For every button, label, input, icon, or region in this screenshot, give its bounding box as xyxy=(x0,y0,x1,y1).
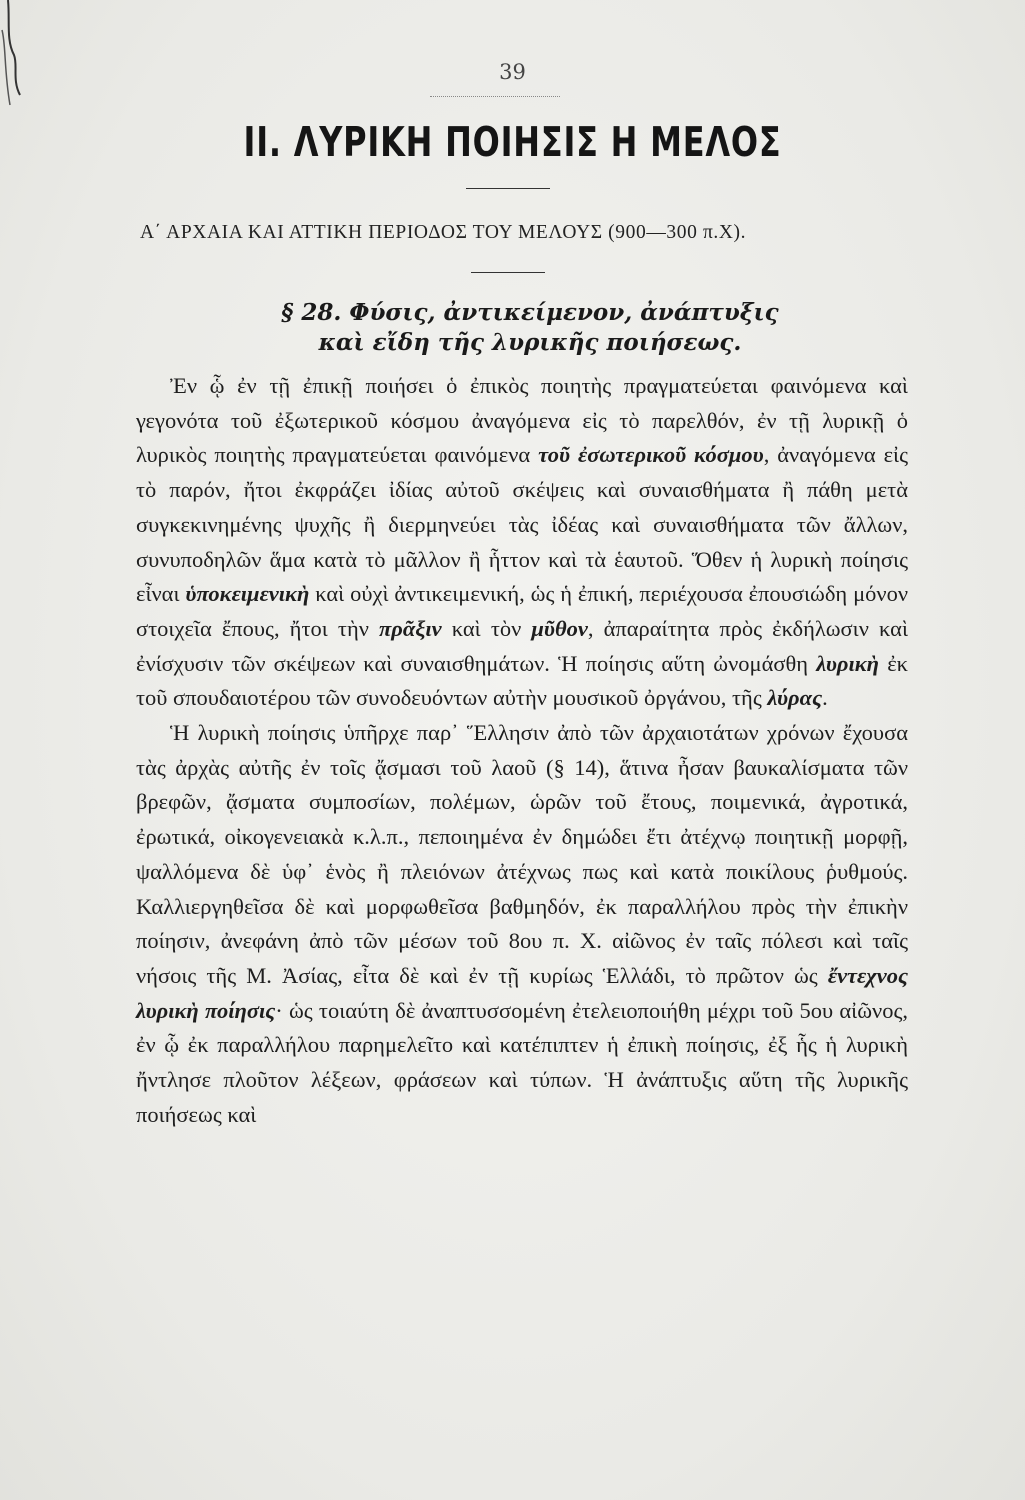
page-edge-mark xyxy=(0,0,28,110)
p1-text-1: Ἐν ᾧ ἐν τῇ ἐπικῇ ποιήσει ὁ ἐπικὸς ποιητὴς πραγματεύεται φαινόμενα καὶ γεγονότα τοῦ ἐξωτερικοῦ κόσμου ἀναγόμενα εἰς τὸ παρελθόν, ἐν τῇ λυρικῇ ὁ λυρικὸς ποιητὴς πραγματεύεται φαινόμενα xyxy=(136,373,908,468)
p2-emphasis-artistic-lyric: ἔντεχνος λυρικὴ ποίησις xyxy=(136,962,908,1023)
paragraph-2 xyxy=(136,716,908,1132)
body-text xyxy=(136,369,908,1132)
section-heading xyxy=(140,298,920,358)
p1-emphasis-lyric: λυρικὴ xyxy=(816,650,880,676)
p1-emphasis-subjective: ὑποκειμενικὴ xyxy=(185,581,310,607)
paragraph-1 xyxy=(136,369,908,716)
p1-emphasis-inner-world: τοῦ ἐσωτερικοῦ κόσμου xyxy=(538,442,764,468)
period-heading: Α΄ ΑΡΧΑΙΑ ΚΑΙ ΑΤΤΙΚΗ ΠΕΡΙΟΔΟΣ ΤΟΥ ΜΕΛΟΥΣ (900—300 π.Χ). xyxy=(140,222,747,243)
p1-emphasis-myth: μῦθον xyxy=(531,615,588,641)
p1-text-6: ἐκ τοῦ σπουδαιοτέρου τῶν συνοδευόντων αὐτὴν μουσικοῦ ὀργάνου, τῆς xyxy=(136,650,908,711)
page-number-rule xyxy=(430,96,560,97)
p2-text-2: · ὡς τοιαύτη δὲ ἀναπτυσσομένη ἐτελειοποιήθη μέχρι τοῦ 5ου αἰῶνος, ἐν ᾧ ἐκ παραλλήλου παρημελεῖτο καὶ κατέπιπτεν ἡ ἐπικὴ ποίησις, ἐξ ἧς ἡ λυρικὴ ἤντλησε πλοῦτον λέξεων, φράσεων καὶ τύπων. Ἡ ἀνάπτυξις αὕτη τῆς λυρικῆς ποιήσεως καὶ xyxy=(136,997,908,1127)
p1-text-2: , ἀναγόμενα εἰς τὸ παρόν, ἤτοι ἐκφράζει ἰδίας αὐτοῦ σκέψεις καὶ συναισθήματα ἢ πάθη μετὰ συγκεκινημένης ψυχῆς ἢ διερμηνεύει τὰς ἰδέας καὶ συναισθήματα τῶν ἄλλων, συνυποδηλῶν ἅμα κατὰ τὸ μᾶλλον ἢ ἧττον καὶ τὰ ἑαυτοῦ. Ὅθεν ἡ λυρικὴ ποίησις εἶναι xyxy=(136,442,909,607)
section-heading-line-1: § 28. Φύσις, ἀντικείμενον, ἀνάπτυξις xyxy=(281,299,779,326)
chapter-title: II. ΛΥΡΙΚΗ ΠΟΙΗΣΙΣ Η ΜΕΛΟΣ xyxy=(243,118,782,166)
p1-emphasis-action: πρᾶξιν xyxy=(378,615,442,641)
page-number: 39 xyxy=(499,60,526,84)
section-heading-line-2: καὶ εἴδη τῆς λυρικῆς ποιήσεως. xyxy=(318,329,742,356)
section-divider xyxy=(471,272,545,273)
title-divider xyxy=(466,188,550,189)
p1-text-5: , ἀπαραίτητα πρὸς ἐκδήλωσιν καὶ ἐνίσχυσιν τῶν σκέψεων καὶ συναισθημάτων. Ἡ ποίησις αὕτη ὠνομάσθη xyxy=(136,615,908,676)
p2-text-1: Ἡ λυρικὴ ποίησις ὑπῆρχε παρ᾽ Ἕλλησιν ἀπὸ τῶν ἀρχαιοτάτων χρόνων ἔχουσα τὰς ἀρχὰς αὐτῆς ἐν τοῖς ᾄσμασι τοῦ λαοῦ (§ 14), ἅτινα ἦσαν βαυκαλίσματα τῶν βρεφῶν, ᾄσματα συμποσίων, πολέμων, ὡρῶν τοῦ ἔτους, ποιμενικά, ἀγροτικά, ἐρωτικά, οἰκογενειακὰ κ.λ.π., πεποιημένα ἐν δημώδει ἔτι ἀτέχνῳ ποιητικῇ μορφῇ, ψαλλόμενα δὲ ὑφ᾽ ἑνὸς ἢ πλειόνων ἀτέχνως πως καὶ κατὰ ποικίλους ῥυθμούς. Καλλιεργηθεῖσα δὲ καὶ μορφωθεῖσα βαθμηδόν, ἐκ παραλλήλου πρὸς τὴν ἐπικὴν ποίησιν, ἀνεφάνη ἀπὸ τῶν μέσων τοῦ 8ου π. Χ. αἰῶνος ἐν ταῖς πόλεσι καὶ ταῖς νήσοις τῆς Μ. Ἀσίας, εἶτα δὲ καὶ ἐν τῇ κυρίως Ἑλλάδι, τὸ πρῶτον ὡς xyxy=(136,720,908,988)
p1-text-4: καὶ τὸν xyxy=(441,615,532,641)
p1-text-3: καὶ οὐχὶ ἀντικειμενική, ὡς ἡ ἐπική, περιέχουσα ἐπουσιώδη μόνον στοιχεῖα ἔπους, ἤτοι τὴν xyxy=(136,581,908,641)
p1-text-7: . xyxy=(822,685,828,711)
p1-emphasis-lyre: λύρας xyxy=(767,685,823,711)
